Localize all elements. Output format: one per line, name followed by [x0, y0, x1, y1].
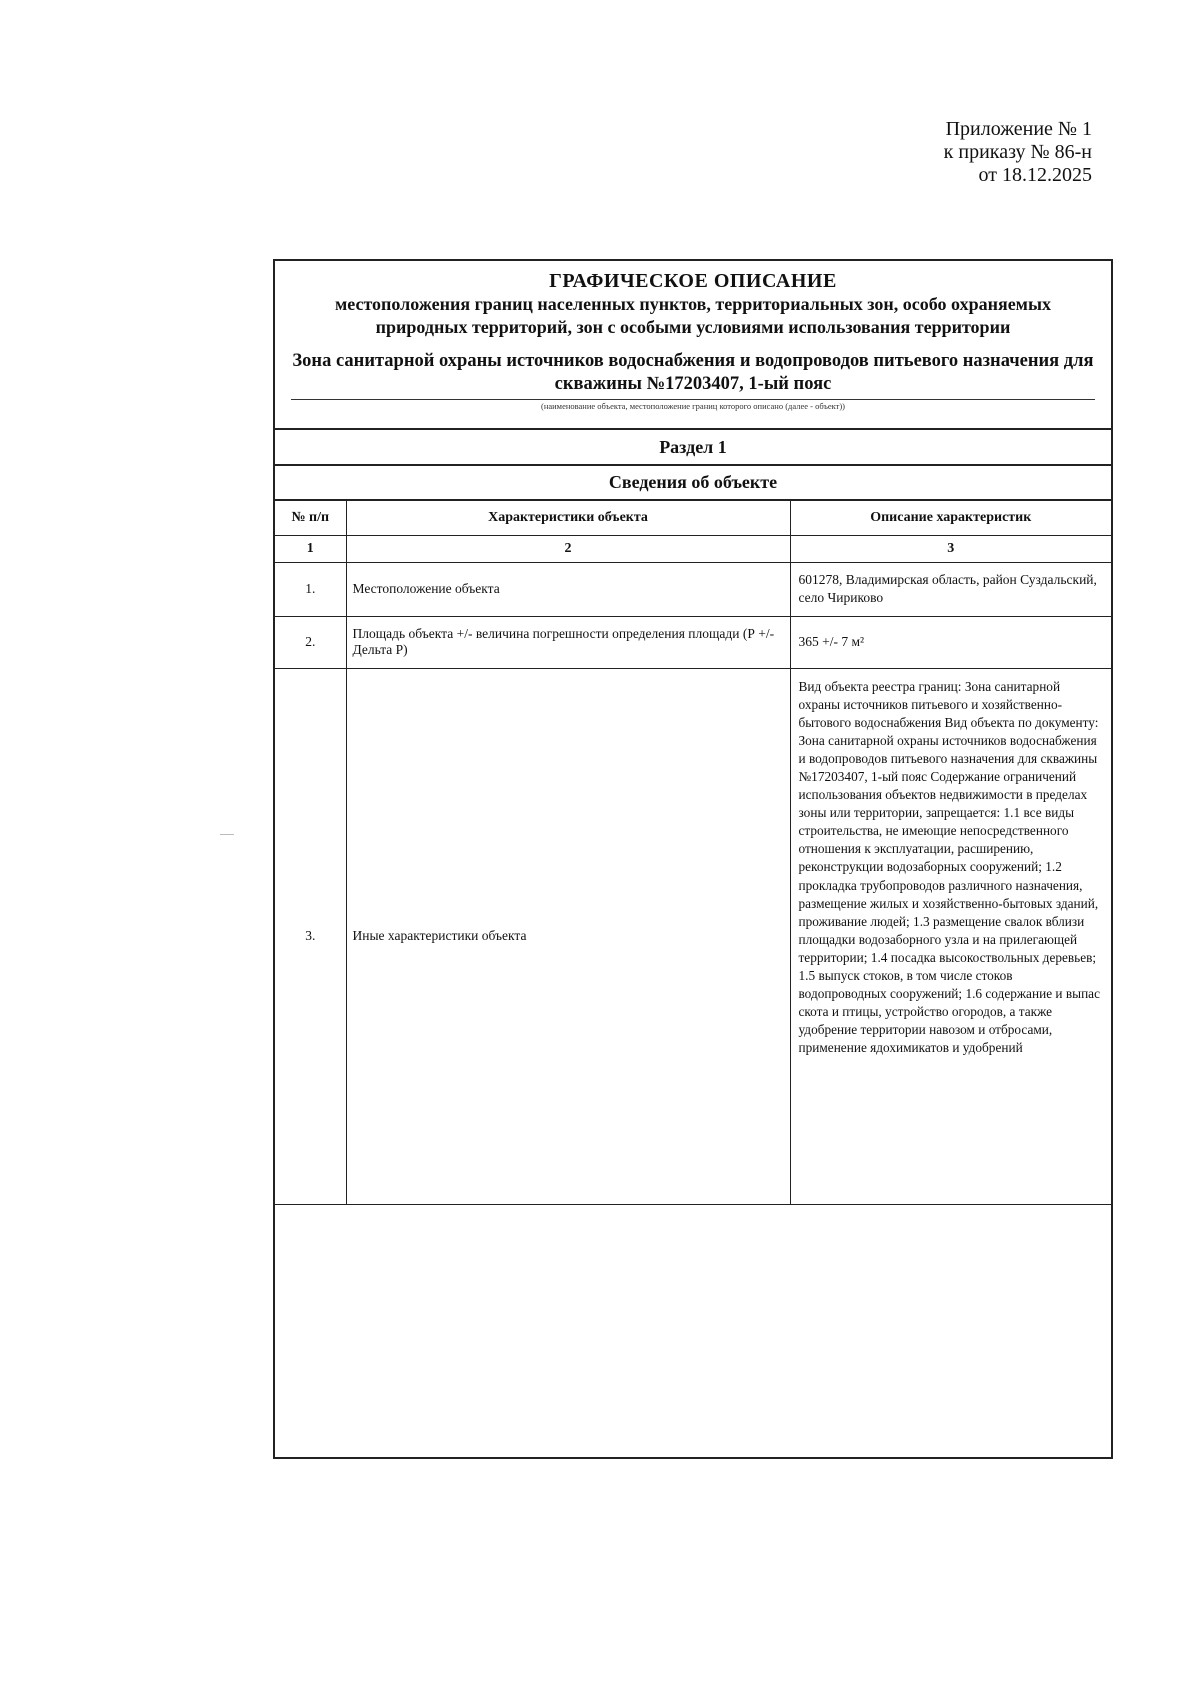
table-row	[275, 616, 1111, 668]
column-header: Характеристики объекта	[346, 500, 790, 535]
section-title: Раздел 1	[275, 428, 1111, 464]
appendix-line-2: к приказу № 86-н	[943, 141, 1092, 163]
row-number: 2.	[275, 616, 346, 668]
appendix-note	[944, 118, 1092, 187]
object-properties-table	[275, 499, 1111, 1205]
document-title: ГРАФИЧЕСКОЕ ОПИСАНИЕ	[549, 270, 837, 292]
column-number: 1	[275, 535, 346, 562]
property-value: 365 +/- 7 м²	[790, 616, 1111, 668]
property-name: Местоположение объекта	[346, 562, 790, 616]
property-name: Иные характеристики объекта	[346, 668, 790, 1204]
property-value: Вид объекта реестра границ: Зона санитарной охраны источников питьевого и хозяйственно-бытового водоснабжения Вид объекта по документу: Зона санитарной охраны источников водоснабжения и водопроводов питьевого назначения для скважины №17203407, 1-ый пояс Содержание ограничений использования объектов недвижимости в пределах зоны или территории, запрещается: 1.1 все виды строительства, не имеющие непосредственного отношения к эксплуатации, расширению, реконструкции водозаборных сооружений; 1.2 прокладка трубопроводов различного назначения, размещение жилых и хозяйственно-бытовых зданий, проживание людей; 1.3 размещение свалок вблизи площадки водозаборного узла и на прилегающей территории; 1.4 посадка высокоствольных деревьев; 1.5 выпуск стоков, в том числе стоков водопроводных сооружений; 1.6 содержание и выпас скота и птицы, устройство огородов, а также удобрение территории навозом и отбросами, применение ядохимикатов и удобрений	[790, 668, 1111, 1204]
property-value: 601278, Владимирская область, район Суздальский, село Чириково	[790, 562, 1111, 616]
object-name-caption: (наименование объекта, местоположение границ которого описано (далее - объект))	[291, 399, 1095, 412]
table-row	[275, 562, 1111, 616]
object-name: Зона санитарной охраны источников водоснабжения и водопроводов питьевого назначения для скважины №17203407, 1-ый пояс	[292, 351, 1094, 394]
column-number: 2	[346, 535, 790, 562]
column-number-row	[275, 535, 1111, 562]
stray-scan-mark	[220, 834, 234, 835]
document-subtitle: местоположения границ населенных пунктов, территориальных зон, особо охраняемых природных территорий, зон с особыми условиями использования территории	[334, 294, 1051, 337]
column-header: № п/п	[275, 500, 346, 535]
graphic-description-form	[273, 259, 1113, 1459]
row-number: 1.	[275, 562, 346, 616]
row-number: 3.	[275, 668, 346, 1204]
column-number: 3	[790, 535, 1111, 562]
table-header-row	[275, 500, 1111, 535]
form-header	[275, 261, 1111, 412]
appendix-line-3: от 18.12.2025	[978, 164, 1092, 186]
section-subtitle: Сведения об объекте	[275, 464, 1111, 499]
table-row	[275, 668, 1111, 1204]
appendix-line-1: Приложение № 1	[945, 118, 1092, 140]
property-name: Площадь объекта +/- величина погрешности определения площади (Р +/- Дельта Р)	[346, 616, 790, 668]
column-header: Описание характеристик	[790, 500, 1111, 535]
